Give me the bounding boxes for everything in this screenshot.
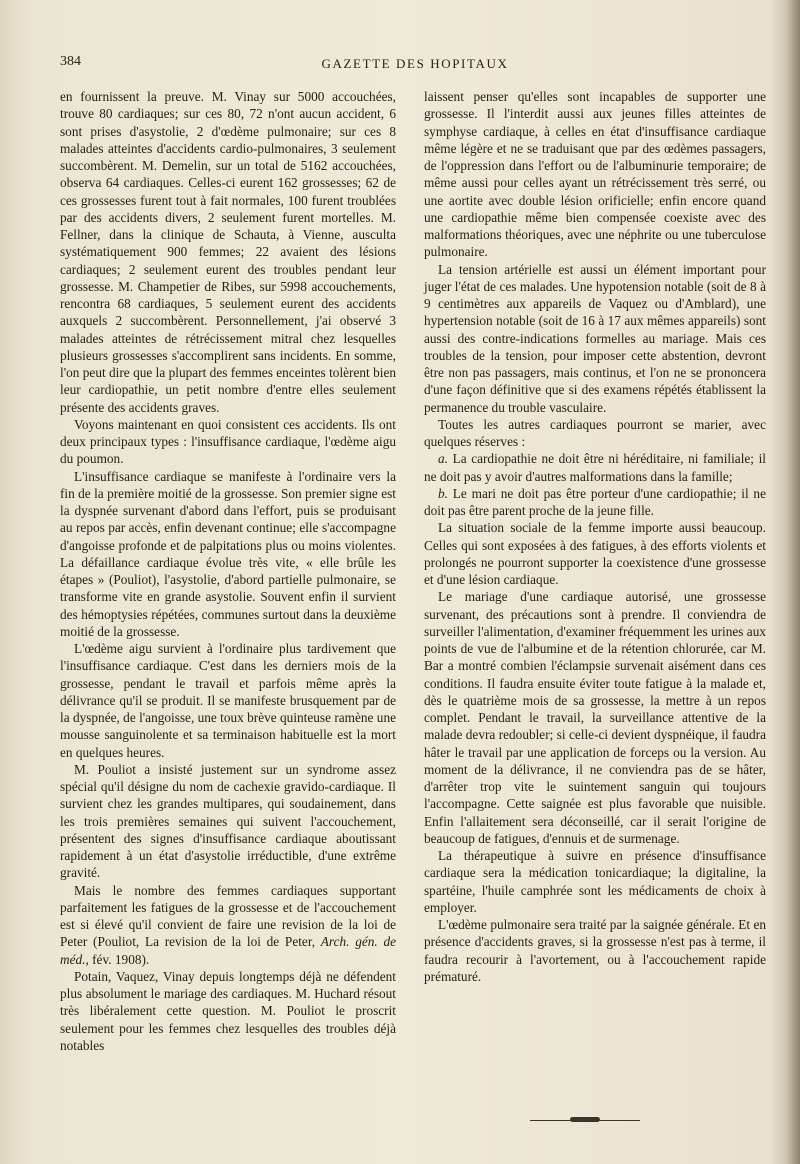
end-ornament [570, 1117, 600, 1122]
paragraph: L'insuffisance cardiaque se manifeste à l'ordinaire vers la fin de la première moitié de la grossesse. Son premier signe est la dyspnée survenant d'abord dans l'effort, puis se produisant au repos par accès, enfin devenant continue; elle s'accompagne d'angoisse profonde et de palpitations plus ou moins violentes. La défaillance cardiaque évolue très vite, « elle brûle les étapes » (Pouliot), l'asystolie, d'abord partielle pulmonaire, se transforme vite en grande asystolie. Souvent enfin il survient des hémoptysies répétées, communes surtout dans la deuxième moitié de la grossesse. [60, 468, 396, 639]
list-item-text: La cardiopathie ne doit être ni héréditaire, ni familiale; il ne doit pas y avoir d'autres malformations dans la famille; [424, 451, 766, 484]
paragraph: La thérapeutique à suivre en présence d'insuffisance cardiaque sera la médication tonicardiaque; la digitaline, la spartéine, l'huile camphrée sont les médicaments de choix à employer. [424, 848, 766, 915]
page-header [60, 52, 770, 74]
list-item [424, 450, 766, 485]
paragraph: M. Pouliot a insisté justement sur un syndrome assez spécial qu'il désigne du nom de cachexie gravido-cardiaque. Il survient chez les grandes multipares, qui soudainement, dans les trois premières semaines qui suivent l'accouchement, présentent des signes d'insuffisance cardiaque aboutissant rapidement à un état d'asystolie irréductible, d'une extrême gravité. [60, 761, 396, 881]
list-item-text: Le mari ne doit pas être porteur d'une cardiopathie; il ne doit pas être parent proche de la jeune fille. [424, 485, 766, 518]
paragraph: laissent penser qu'elles sont incapables de supporter une grossesse. Il l'interdit aussi aux jeunes filles atteintes de symphyse cardiaque, à celles en état d'insuffisance cardiaque même légère et ne se traduisant que par des œdèmes passagers, de l'oppression dans l'effort ou de l'albuminurie temporaire; de même aussi pour celles ayant un rétrécissement très serré, ou une aortite avec double lésion orificielle; enfin encore quand une cardiopathie même bien compensée coexiste avec des malformations théoriques, avec une néphrite ou une tuberculose pulmonaire. [424, 89, 766, 260]
paragraph: La tension artérielle est aussi un élément important pour juger l'état de ces malades. Une hypotension notable (soit de 8 à 9 centimètres aux appareils de Vaquez ou d'Amblard), une hypertension notable (soit de 16 à 17 aux mêmes appareils) sont aussi des contre-indications formelles au mariage. Mais ces troubles de la tension, pour imposer cette abstention, devront être non pas passagers, mais continus, et l'on ne se prononcera d'une façon définitive que si des examens répétés établissent la permanence du trouble vasculaire. [424, 261, 766, 415]
journal-title: GAZETTE DES HOPITAUX [321, 56, 509, 71]
paragraph: Voyons maintenant en quoi consistent ces accidents. Ils ont deux principaux types : l'insuffisance cardiaque, l'œdème aigu du poumon. [60, 416, 396, 467]
paragraph-text: , fév. 1908). [85, 951, 150, 967]
journal-reference: Arch. gén. de méd. [60, 934, 396, 967]
paragraph: Le mariage d'une cardiaque autorisé, une grossesse survenant, des précautions sont à prendre. Il conviendra de surveiller l'alimentation, d'examiner fréquemment les urines aux points de vue de l'albumine et de la rétention chlorurée, car M. Bar a montré combien l'éclampsie survenait aisément dans ces conditions. Il faudra ensuite éviter toute fatigue à la malade et, dès le quatrième mois de sa grossesse, la mettre à un repos complet. Pendant le travail, la surveillance attentive de la malade devra redoubler; si celle-ci devient dyspnéique, il faudra hâter le travail par une application de forceps ou la version. Au moment de la délivrance, il ne conviendra pas de se hâter, d'arrêter trop vite le suintement sanguin qui toujours l'accompagne. Cette saignée est plus favorable que nuisible. Enfin l'allaitement sera déconseillé, car il serait l'origine de beaucoup de fatigues, d'ennuis et de surmenage. [424, 589, 766, 846]
page-number: 384 [60, 54, 81, 69]
list-item-label: a. [438, 451, 448, 467]
paragraph: en fournissent la preuve. M. Vinay sur 5000 accouchées, trouve 80 cardiaques; sur ces 80, 72 n'ont aucun accident, 6 sont prises d'asystolie, 2 d'œdème pulmonaire; sur ces 8 malades atteintes d'accidents cardio-pulmonaires, 3 seulement succombèrent. M. Demelin, sur un total de 5162 accouchées, observa 64 cardiaques. Celles-ci eurent 162 grossesses; 62 de ces grossesses furent tout à fait normales, 100 furent troublées par des accidents divers, 2 seulement furent mortelles. M. Fellner, dans la clinique de Schauta, à Vienne, ausculta systématiquement 900 femmes; 22 avaient des lésions cardiaques; 2 seulement eurent des troubles pendant leur grossesse. M. Champetier de Ribes, sur 5998 accouchements, rencontra 68 cardiaques, 5 seulement eurent des accidents auxquels 2 succombèrent. Personnellement, j'ai observé 3 malades atteintes de rétrécissement mitral chez lesquelles plusieurs grossesses s'accomplirent sans incidents. En somme, l'on peut dire que la plupart des femmes enceintes tolèrent bien leur cardiopathie, un petit nombre d'entre elles seulement présente des accidents graves. [60, 89, 396, 415]
paragraph: L'œdème pulmonaire sera traité par la saignée générale. Et en présence d'accidents graves, si la grossesse n'est pas à terme, il faudra recourir à l'avortement, ou à l'accouchement rapide prématuré. [424, 917, 766, 984]
paragraph: Toutes les autres cardiaques pourront se marier, avec quelques réserves : [424, 416, 766, 449]
list-item-label: b. [438, 485, 448, 501]
paragraph: Potain, Vaquez, Vinay depuis longtemps déjà ne défendent plus absolument le mariage des cardiaques. M. Huchard résout très libéralement cette question. M. Pouliot le proscrit seulement pour les femmes chez lesquelles des troubles déjà notables [60, 968, 396, 1053]
page-edge-shadow [786, 0, 800, 1164]
paragraph-text: Mais le nombre des femmes cardiaques supportant parfaitement les fatigues de la grossesse et de l'accouchement est si élevé qu'il convient de faire une revision de la loi de Peter (Pouliot, La revision de la loi de Peter, [60, 882, 396, 950]
paragraph: L'œdème aigu survient à l'ordinaire plus tardivement que l'insuffisance cardiaque. C'est dans les derniers mois de la grossesse, pendant le travail et parfois même après la délivrance qu'il se produit. Il se manifeste brusquement par de la dyspnée, de l'angoisse, une toux brève quinteuse ramène une mousse sanguinolente et sa terminaison habituelle est la mort en quelques heures. [60, 641, 396, 760]
list-item [424, 485, 766, 520]
left-column [60, 88, 396, 1054]
paragraph: La situation sociale de la femme importe aussi beaucoup. Celles qui sont exposées à des fatigues, à des efforts violents et prolongés ne pourront supporter la coexistence d'une grossesse et d'une lésion cardiaque. [424, 520, 766, 587]
paragraph [60, 882, 396, 968]
right-column [424, 88, 766, 985]
